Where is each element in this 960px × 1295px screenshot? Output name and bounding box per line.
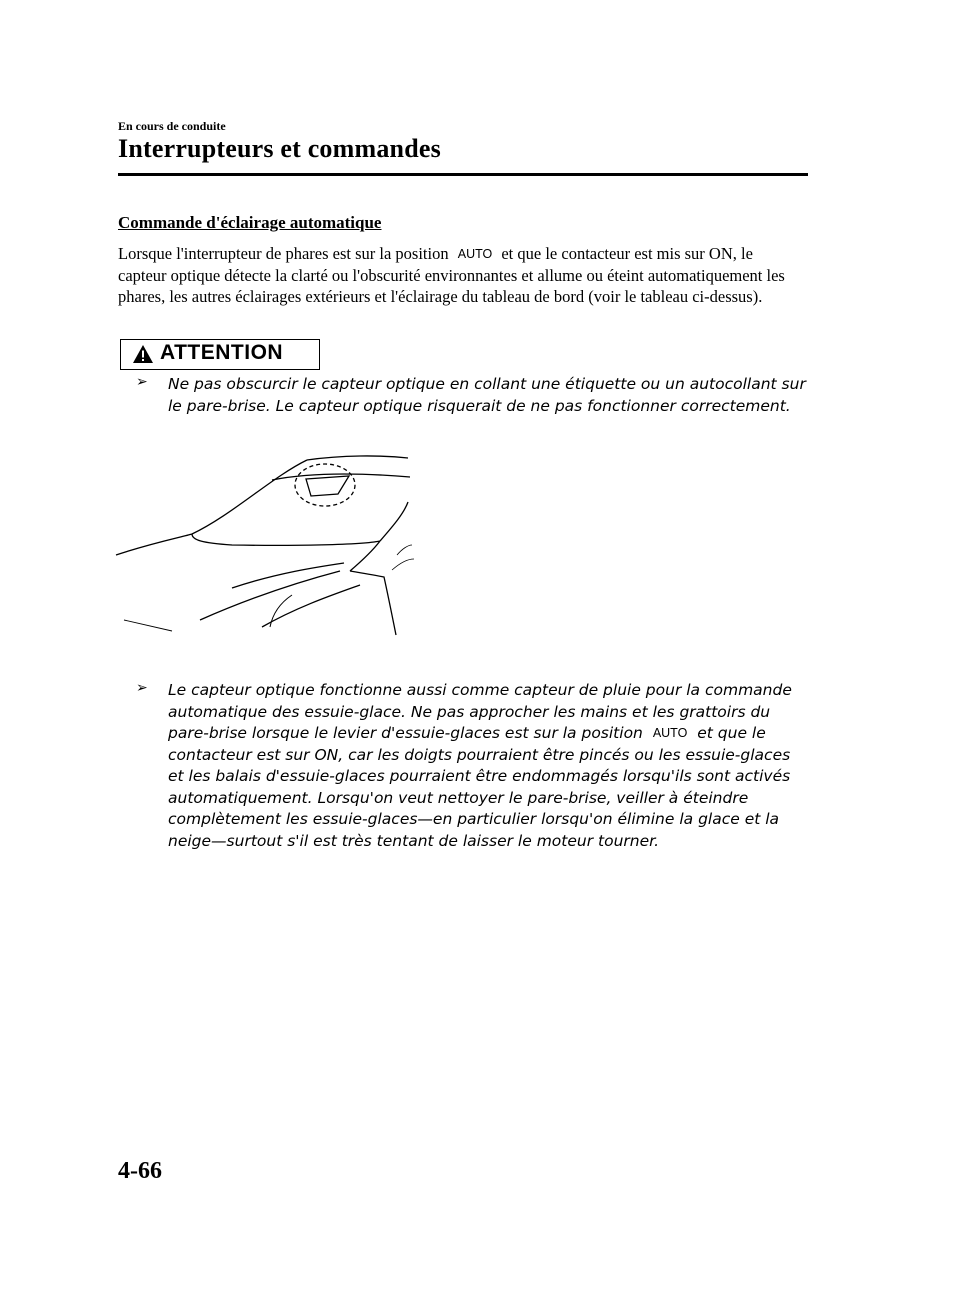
auto-position-symbol: AUTO (457, 247, 493, 261)
paragraph-text-start: Lorsque l'interrupteur de phares est sur la position (118, 244, 453, 263)
subheading: Commande d'éclairage automatique (118, 213, 382, 232)
auto-position-symbol: AUTO (652, 726, 688, 740)
attention-label: ATTENTION (160, 341, 284, 364)
item-text-end: et que le contacteur est sur ON, car les doigts pourraient être pincés ou les essuie-glaces et les balais d'essuie-glaces pourraient être endommagés lorsqu'ils sont activés automatiquement. Lorsqu'on veut nettoyer le pare-brise, veiller à éteindre complètement les essuie-glaces—en particulier lorsqu'on élimine la glace et la neige—surtout s'il est très tentant de laisser le moteur tourner. (168, 724, 791, 850)
windshield-sensor-illustration (112, 445, 422, 645)
bullet-arrow-icon: ➢ (136, 680, 148, 696)
page-title: Interrupteurs et commandes (118, 134, 441, 163)
body-paragraph (118, 243, 798, 307)
attention-item: Ne pas obscurcir le capteur optique en collant une étiquette ou un autocollant sur le pare-brise. Le capteur optique risquerait de ne pas fonctionner correctement. (168, 375, 806, 415)
page-number: 4-66 (118, 1158, 162, 1184)
attention-item (168, 680, 808, 852)
bullet-arrow-icon: ➢ (136, 374, 148, 390)
item-text-start: Le capteur optique fonctionne aussi comme capteur de pluie pour la commande automatique des essuie-glace. Ne pas approcher les mains et les grattoirs du pare-brise lorsque le levier d'essuie-glaces est sur la position (168, 681, 792, 742)
title-divider (118, 173, 808, 176)
paragraph-text-end: et que le contacteur est mis sur ON, le capteur optique détecte la clarté ou l'obscurité environnantes et allume ou éteint automatiquement les phares, les autres éclairages extérieurs et l'éclairage du tableau de bord (voir le tableau ci-dessus). (118, 244, 785, 306)
section-label: En cours de conduite (118, 119, 226, 133)
warning-triangle-icon (132, 344, 154, 364)
